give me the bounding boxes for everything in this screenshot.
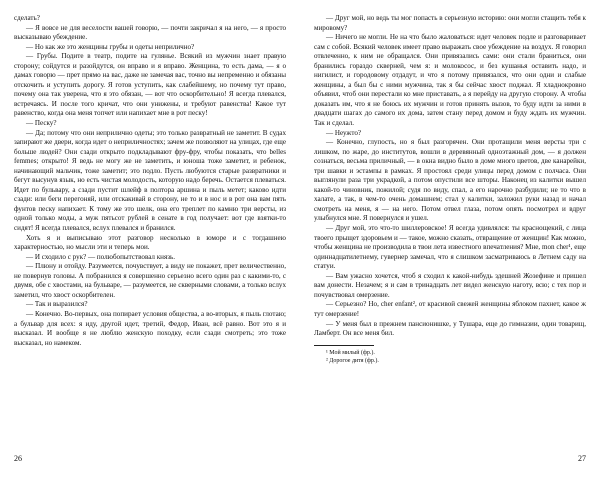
paragraph: — Друг мой, это что-то шиллеровское! Я всегда удивлялся: ты краснощекий, с лица твоего прыщет здоровьем и — такое, можно сказать, отвращение от женщин! Как можно, чтобы женщина не производила в твои лета известного впечатления? Мне, mon cher¹, еще одиннадцатилетнему, гувернер замечал, что я слишком засматриваюсь в Летнем саду на статуи. [314, 224, 586, 271]
paragraph: — Плюну и отойду. Разумеется, почувствует, а виду не покажет, прет величественно, не повернув головы. А побранился я совершенно серьезно всего один раз с какими-то, с двумя, обе с хвостами, на бульваре, — разумеется, не скверными словами, а только вслух заметил, что хвост оскорбителен. [14, 262, 286, 299]
paragraph: — Конечно. Во-первых, она попирает условия общества, а во-вторых, я пыль глотаю; а бульвар для всех: я иду, другой идет, третий, Федор, Иван, всё равно. Вот это я и высказал. И вообще я не люблю женскую походку, если сзади смотреть; это тоже высказал, но намеком. [14, 309, 286, 347]
paragraph: — У меня был в прежнем пансионишке, у Тушара, еще до гимназии, один товарищ, Ламберт. Он все меня бил. [314, 319, 586, 338]
page-number-right: 27 [578, 454, 586, 463]
paragraph: — Друг мой, но ведь ты мог попасть в серьезную историю: они могли стащить тебя к мировому? [314, 14, 586, 32]
paragraph: Хоть я и выписываю этот разговор несколько в юморе и с тогдашнею характерностью, но мысли эти и теперь мои. [14, 233, 286, 252]
paragraph: — Да; потому что они неприлично одеты; это только развратный не заметит. В судах запирают же двери, когда идет о неприличностях; зачем же позволяют на улицах, где еще больше людей? Они сзади открыто подкладывают фру-фру, чтобы показать, что belles femmes; открыто! Я ведь не могу же не заметить, и юноша тоже заметит, и ребенок, начинающий мальчик, тоже заметит; это подло. Пусть любуются старые развратники и бегут высунув язык, но есть чистая молодость, которую надо беречь. Остается плеваться. Идет по бульвару, а сзади пустит шлейф в полтора аршина и пыль метет; каково идти сзади: или беги перегоняй, или отскакивай в сторону, не то и в нос и в рот она вам пять фунтов песку напихает. К тому же это шелк, она его треплет по камню три версты, из одной только моды, а муж пятьсот рублей в сенате в год получает: вот где взятки-то сидят! Я всегда плевался, вслух плевался и бранился. [14, 128, 286, 233]
paragraph: — Неужто? [326, 128, 362, 137]
right-page [314, 14, 586, 365]
paragraph: — Конечно, глупость, но я был разгорячен. Они протащили меня версты три с лишком, по жаре, до институтов, вошли в деревянный одноэтажный дом, — я должен сознаться, весьма приличный, — в окна видно было в доме много цветов, две канарейки, три шавки и эстампы в рамках. Я простоял среди улицы перед домом с полчаса. Они выглянули раза три украдкой, а потом опустили все шторы. Наконец из калитки вышел какой-то чиновник, пожилой; судя по виду, спал, а его нарочно разбудили; не то что в халате, а так, в чем-то очень домашнем; стал у калитки, заложил руки назад и начал смотреть на меня, я — на него. Потом отвел глаза, потом опять посмотрел и вдруг улыбнулся мне. Я повернулся и ушел. [314, 138, 586, 223]
footnotes [314, 345, 586, 366]
page-number-left: 26 [14, 454, 22, 463]
paragraph: — Но как же это женщины грубы и одеты неприлично? [26, 42, 195, 51]
left-page [14, 14, 286, 348]
paragraph: — Так и выразился? [26, 300, 88, 309]
paragraph: — Серьезно? Но, cher enfant², от красивой свежей женщины яблоком пахнет, какое ж тут омерзение! [314, 300, 586, 318]
paragraph: — Грубы. Подите в театр, подите на гулянье. Всякий из мужчин знает правую сторону; сойдутся и разойдутся, он вправо и я вправо. Женщина, то есть дама, — я о дамах говорю — прет прямо на вас, даже не замечая вас, точно вы непременно и обязаны отскочить и уступить дорогу. Я готов уступить, как слабейшему, но почему тут право, почему она так уверена, что я это обязан, — вот что оскорбительно! Я всегда плевался, встречаясь. И после того кричат, что они унижены, и требуют равенства! Какое тут равенство, когда она меня топчет или напихает мне в рот песку! [14, 52, 286, 118]
footnote: ¹ Мой милый (фр.). [326, 349, 375, 356]
paragraph: — Ничего не могли. Не на что было жаловаться: идет человек подле и разговаривает сам с собой. Всякий человек имеет право выражать свое убеждение на воздух. Я говорил отвлеченно, к ним не обращался. Они привязались сами: они стали браниться, они бранились гораздо скверней, чем я: и молокосос, и без кушанья оставить надо, и нигилист, и городовому отдадут, и что я потому привязался, что они одни и слабые женщины, а был бы с ними мужчина, так я бы сейчас хвост поджал. Я хладнокровно объявил, чтоб они перестали ко мне приставать, а я перейду на другую сторону. А чтобы доказать им, что я не боюсь их мужчин и готов принять вызов, то буду идти за ними в двадцати шагах до самого их дома, затем стану перед домом и буду ждать их мужчин. Так и сделал. [314, 33, 586, 128]
paragraph: — Песку? [26, 119, 57, 128]
paragraph: — Вам ужасно хочется, чтоб я сходил к какой-нибудь здешней Жозефине и пришел вам донести. Незачем; я и сам в тринадцать лет видел женскую наготу, всю; с тех пор и почувствовал омерзение. [314, 271, 586, 299]
paragraph: — И сходило с рук? — полюбопытствовал князь. [26, 252, 176, 261]
paragraph: сделать? [14, 14, 40, 22]
footnote-rule [314, 345, 374, 346]
paragraph: — Я вовсе не для веселости вашей говорю, — почти закричал я на него, — я просто высказываю убеждение. [14, 23, 286, 42]
footnote: ² Дорогое дитя (фр.). [326, 358, 379, 364]
